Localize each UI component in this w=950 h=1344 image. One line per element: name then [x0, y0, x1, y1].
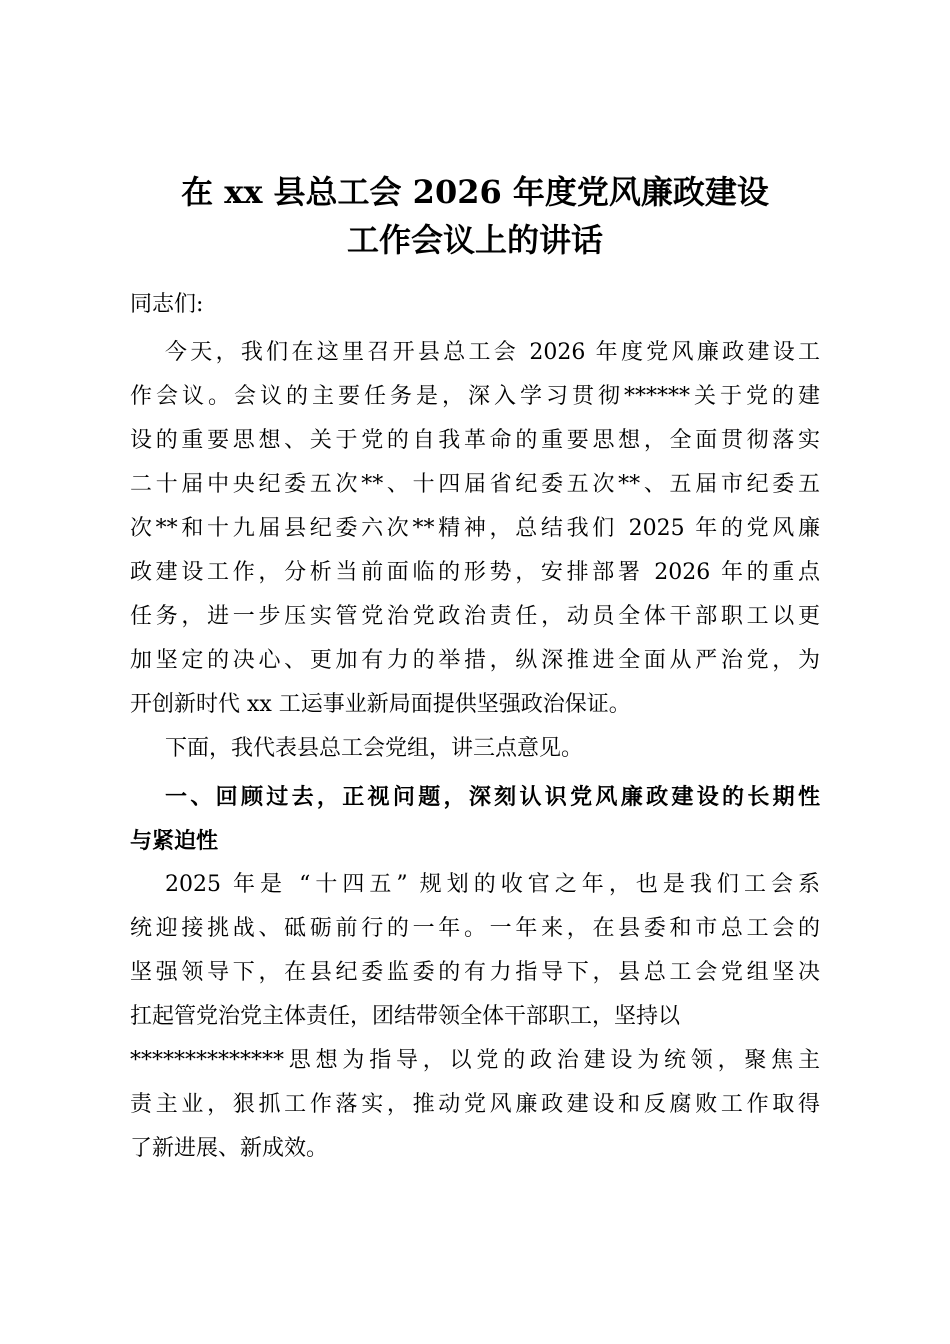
text-line: 政建设工作，分析当前面临的形势，安排部署 2026 年的重点 — [130, 560, 820, 585]
text-line: 二十届中央纪委五次**、十四届省纪委五次**、五届市纪委五 — [130, 472, 820, 497]
text-line: 加坚定的决心、更加有力的举措，纵深推进全面从严治党，为 — [130, 648, 820, 673]
text-line: 次**和十九届县纪委六次**精神，总结我们 2025 年的党风廉 — [130, 516, 820, 541]
text-line: 2025 年是 “十四五” 规划的收官之年，也是我们工会系 — [165, 872, 820, 897]
text-line: 设的重要思想、关于党的自我革命的重要思想，全面贯彻落实 — [130, 428, 820, 453]
text-line: 坚强领导下，在县纪委监委的有力指导下，县总工会党组坚决 — [130, 960, 820, 985]
text-line: 今天，我们在这里召开县总工会 2026 年度党风廉政建设工 — [165, 340, 820, 365]
text-line: 任务，进一步压实管党治党政治责任，动员全体干部职工以更 — [130, 604, 820, 629]
heading-line: 与紧迫性 — [130, 828, 219, 854]
salutation: 同志们: — [130, 292, 204, 317]
text-line: **************思想为指导，以党的政治建设为统领，聚焦主 — [130, 1048, 820, 1073]
text-line: 了新进展、新成效。 — [130, 1136, 329, 1161]
text-line: 责主业，狠抓工作落实，推动党风廉政建设和反腐败工作取得 — [130, 1092, 820, 1117]
paragraph-intro: 下面，我代表县总工会党组，讲三点意见。 — [165, 736, 584, 761]
heading-line: 一、回顾过去，正视问题，深刻认识党风廉政建设的长期性 — [165, 784, 820, 810]
document-title-line-1: 在 xx 县总工会 2026 年度党风廉政建设 — [181, 173, 769, 211]
text-line: 统迎接挑战、砥砺前行的一年。一年来，在县委和市总工会的 — [130, 916, 820, 941]
document-title-line-2: 工作会议上的讲话 — [346, 221, 603, 259]
text-line: 开创新时代 xx 工运事业新局面提供坚强政治保证。 — [130, 692, 631, 717]
text-line: 扛起管党治党主体责任，团结带领全体干部职工，坚持以 — [130, 1004, 681, 1029]
text-line: 作会议。会议的主要任务是，深入学习贯彻******关于党的建 — [130, 384, 820, 409]
